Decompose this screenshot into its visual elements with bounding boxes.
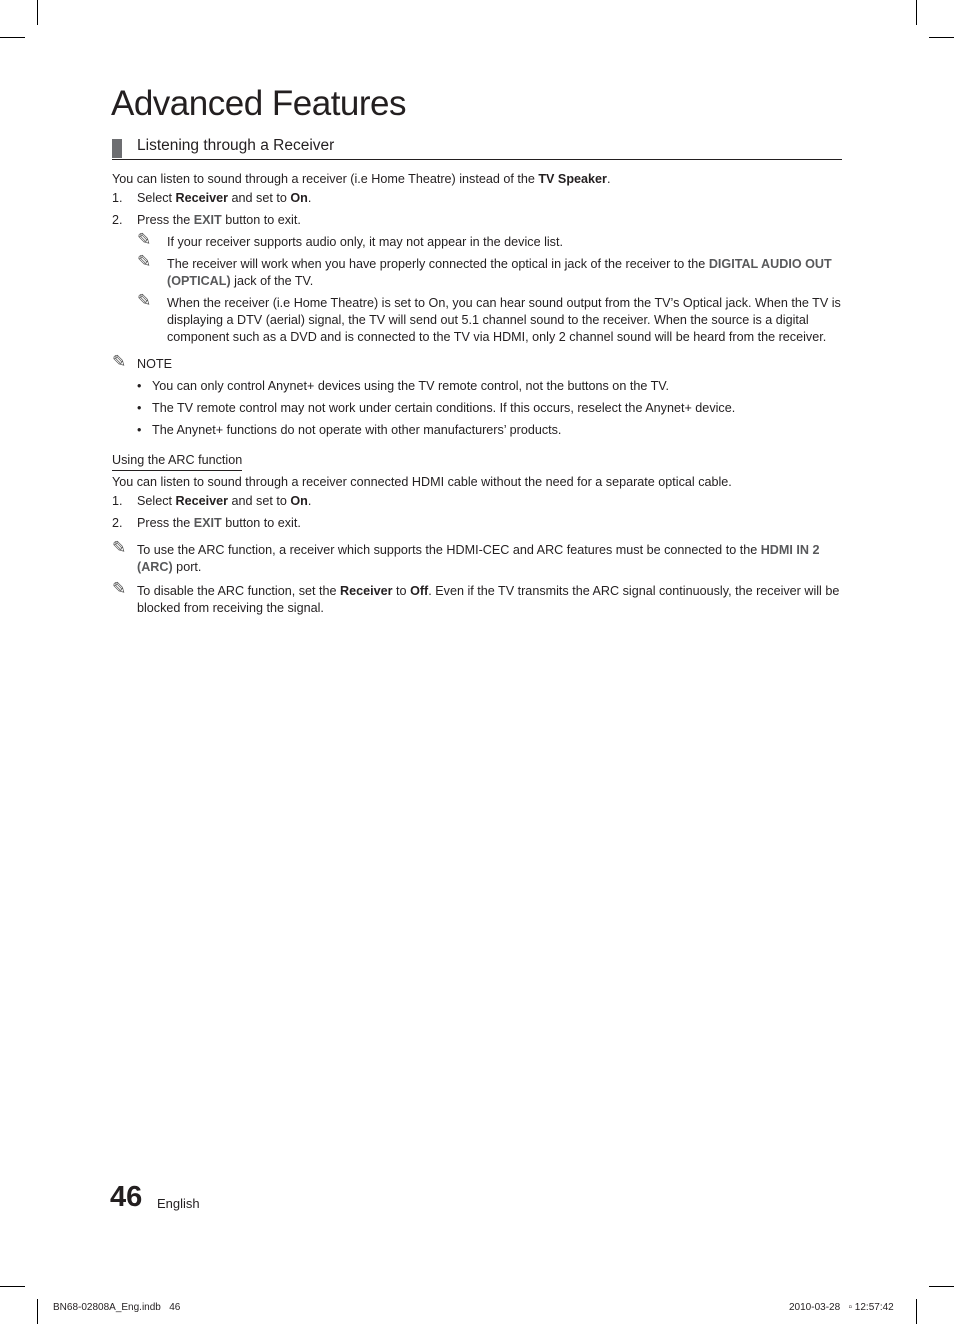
step-item: 2. Press the EXIT button to exit. — [112, 213, 301, 227]
note-bullet: • You can only control Anynet+ devices using the TV remote control, not the buttons on the TV. — [137, 379, 670, 393]
note-bullet: • The Anynet+ functions do not operate with other manufacturers’ products. — [137, 423, 562, 437]
section-heading — [112, 136, 842, 160]
crop-mark — [0, 1286, 25, 1287]
step-item: 1. Select Receiver and set to On. — [112, 191, 312, 205]
pencil-note-icon: ✎ — [112, 352, 127, 371]
bullet-icon: • — [137, 379, 142, 393]
page-language: English — [157, 1196, 200, 1211]
crop-mark — [37, 0, 38, 25]
arc-note: ✎ To disable the ARC function, set the Receiver to Off. Even if the TV transmits the ARC signal continuously, the receiver will be blocked from receiving the signal. — [112, 579, 840, 615]
pencil-note-icon: ✎ — [137, 230, 152, 249]
footer-file-info: BN68-02808A_Eng.indb 46 — [53, 1302, 181, 1313]
arc-heading-line — [112, 452, 844, 471]
bullet-icon: • — [137, 401, 142, 415]
step-item: 1. Select Receiver and set to On. — [112, 494, 312, 508]
arc-note: ✎ To use the ARC function, a receiver which supports the HDMI-CEC and ARC features must be connected to the HDMI IN 2 (ARC) port. — [112, 538, 820, 574]
crop-mark — [929, 1286, 954, 1287]
crop-mark — [37, 1299, 38, 1324]
pencil-note-icon: ✎ — [112, 538, 127, 557]
pencil-note-icon: ✎ — [137, 252, 152, 271]
page-number: 46 — [110, 1181, 143, 1213]
pencil-note-icon: ✎ — [137, 291, 152, 310]
footer-timestamp: 2010-03-28 ▫ 12:57:42 — [789, 1302, 894, 1313]
sub-note: ✎ The receiver will work when you have properly connected the optical in jack of the receiver to the DIGITAL AUDIO OUT (OPTICAL) jack of the TV. — [137, 252, 832, 288]
section-title: Listening through a Receiver — [137, 137, 335, 154]
crop-mark — [0, 37, 25, 38]
intro-paragraph: You can listen to sound through a receiver (i.e Home Theatre) instead of the TV Speaker. — [112, 172, 611, 186]
arc-subheading: Using the ARC function — [112, 452, 242, 471]
sub-note: ✎ When the receiver (i.e Home Theatre) is set to On, you can hear sound output from the TV’s Optical jack. When the TV is displaying a DTV (aerial) signal, the TV will send out 5.1 channel sound to the receiver. When the source is a digital component such as a DVD and is connected to the TV via HDMI, only 2 channel sound will be heard from the receiver. — [137, 291, 841, 344]
pencil-note-icon: ✎ — [112, 579, 127, 598]
sub-note: ✎ If your receiver supports audio only, it may not appear in the device list. — [137, 230, 563, 249]
arc-intro: You can listen to sound through a receiver connected HDMI cable without the need for a separate optical cable. — [112, 475, 732, 489]
crop-mark — [916, 0, 917, 25]
note-heading: ✎ NOTE — [112, 352, 172, 371]
crop-mark — [929, 37, 954, 38]
page-title: Advanced Features — [111, 84, 407, 123]
bullet-icon: • — [137, 423, 142, 437]
note-bullet: • The TV remote control may not work under certain conditions. If this occurs, reselect the Anynet+ device. — [137, 401, 736, 415]
crop-mark — [916, 1299, 917, 1324]
page-content — [112, 171, 844, 617]
section-marker-bar — [112, 139, 122, 158]
step-item: 2. Press the EXIT button to exit. — [112, 516, 301, 530]
